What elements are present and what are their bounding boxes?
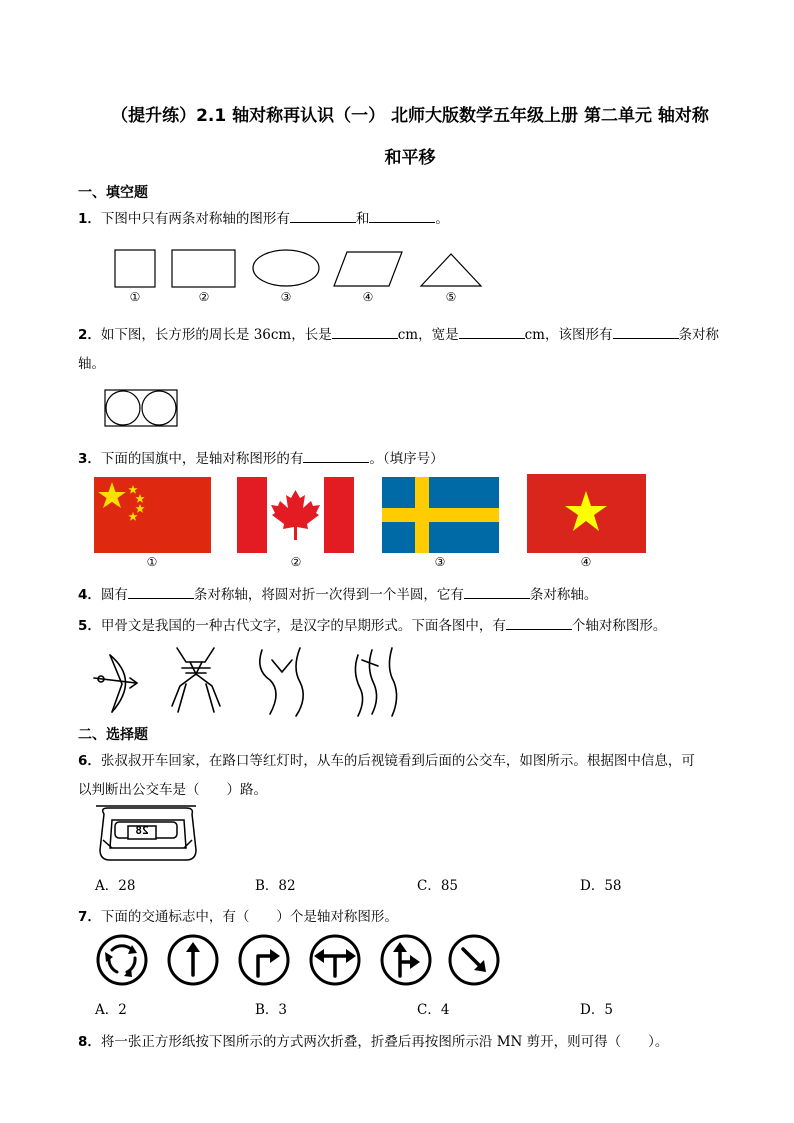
section-choice-heading: 二、选择题	[78, 727, 148, 743]
q2-line-2: 轴。	[78, 356, 105, 372]
q5-text-b: 个轴对称图形。	[571, 618, 667, 634]
question-number: 6．	[78, 753, 101, 769]
q7-option-d[interactable]: D．5	[580, 1002, 613, 1018]
question-number: 2．	[78, 327, 101, 343]
q7-option-a[interactable]: A．2	[95, 1002, 127, 1018]
q6-option-a[interactable]: A．28	[95, 878, 136, 894]
q8-text: 将一张正方形纸按下图所示的方式两次折叠，折叠后再按图所示沿 MN 剪开，则可得（ ）。	[100, 1034, 669, 1050]
page-title-line1: （提升练）2.1 轴对称再认识（一） 北师大版数学五年级上册 第二单元 轴对称	[111, 106, 709, 126]
question-number: 4．	[78, 587, 101, 603]
question-number: 7．	[78, 909, 101, 925]
question-number: 5．	[78, 618, 101, 634]
q3-text-a: 下面的国旗中，是轴对称图形的有	[100, 451, 304, 467]
q7-option-c[interactable]: C．4	[417, 1002, 450, 1018]
q2-text-a: 如下图，长方形的周长是 36cm，长是	[100, 327, 332, 343]
flag-label-3: ③	[434, 555, 446, 569]
q1-text-a: 下图中只有两条对称轴的图形有	[100, 211, 290, 227]
q2-text-d: 条对称	[678, 327, 719, 343]
question-number: 1．	[78, 211, 101, 227]
section-fill-heading: 一、填空题	[78, 185, 148, 201]
q7-text: 下面的交通标志中，有（ ）个是轴对称图形。	[100, 909, 398, 925]
q5-text-a: 甲骨文是我国的一种古代文字，是汉字的早期形式。下面各图中，有	[100, 618, 506, 634]
q6-option-c[interactable]: C．85	[417, 878, 459, 894]
right-turn-sign-icon	[240, 936, 288, 984]
shape-label-1: ①	[129, 290, 141, 304]
page-title-line2: 和平移	[384, 148, 436, 168]
q6-option-b[interactable]: B．82	[255, 878, 296, 894]
q3-text-b: 。（填序号）	[369, 451, 444, 467]
q6-line-2: 以判断出公交车是（ ）路。	[78, 782, 267, 798]
q6-option-d[interactable]: D．58	[580, 878, 622, 894]
question-number: 3．	[78, 451, 101, 467]
flag-label-1: ①	[146, 555, 158, 569]
q6-line-1: 张叔叔开车回家，在路口等红灯时，从车的后视镜看到后面的公交车，如图所示。根据图中信息，可	[100, 753, 695, 769]
shape-label-2: ②	[198, 290, 210, 304]
q4-text-a: 圆有	[100, 587, 128, 603]
q1-text-c: 。	[435, 211, 449, 227]
q2-text-b: cm，宽是	[397, 327, 459, 343]
mirror-bus-number: 28	[135, 824, 149, 837]
question-8	[78, 1030, 668, 1050]
diagonal-arrow-sign-icon	[450, 936, 498, 984]
shape-label-5: ⑤	[445, 290, 457, 304]
straight-right-sign-icon	[382, 936, 430, 984]
roundabout-sign-icon	[98, 936, 146, 984]
q1-text-b: 和	[355, 211, 370, 227]
straight-arrow-sign-icon	[169, 936, 217, 984]
flag-label-2: ②	[290, 555, 302, 569]
shape-label-4: ④	[362, 290, 374, 304]
q4-text-c: 条对称轴。	[529, 587, 598, 603]
q7-option-b[interactable]: B．3	[255, 1002, 288, 1018]
flag-label-4: ④	[580, 555, 592, 569]
question-number: 8．	[78, 1034, 101, 1050]
q4-text-b: 条对称轴，将圆对折一次得到一个半圆，它有	[193, 587, 464, 603]
q2-text-c: cm，该图形有	[524, 327, 613, 343]
left-right-turn-sign-icon	[311, 936, 359, 984]
shape-label-3: ③	[280, 290, 292, 304]
